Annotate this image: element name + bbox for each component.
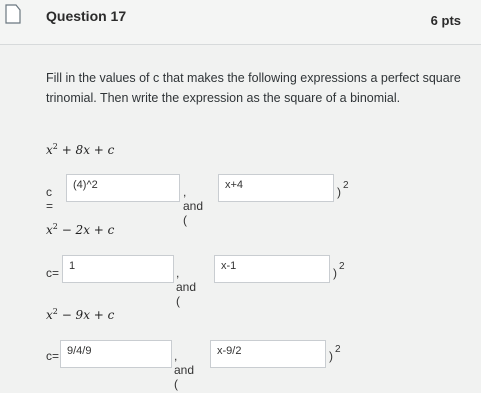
c-input[interactable]: (4)^2 — [66, 174, 180, 202]
close-paren: ) — [333, 266, 337, 280]
binomial-input[interactable]: x+4 — [218, 174, 334, 202]
flag-icon[interactable] — [4, 4, 22, 24]
expression-1: $x^2 + 8x + c$ — [46, 142, 115, 157]
binomial-input[interactable]: x-1 — [214, 255, 330, 283]
c-input[interactable]: 1 — [62, 255, 174, 283]
close-paren: ) — [337, 185, 341, 199]
and-label: , and ( — [183, 185, 204, 227]
question-body — [46, 68, 466, 108]
question-header — [0, 0, 481, 45]
binomial-input[interactable]: x-9/2 — [210, 340, 326, 368]
power-label: 2 — [339, 261, 345, 272]
c-input[interactable]: 9/4/9 — [60, 340, 172, 368]
and-label: , and ( — [176, 266, 197, 308]
c-label: c= — [46, 349, 60, 363]
c-label: c = — [46, 185, 54, 213]
and-label: , and ( — [174, 349, 195, 391]
power-label: 2 — [343, 180, 349, 191]
close-paren: ) — [329, 349, 333, 363]
c-label: c= — [46, 266, 60, 280]
expression-2: $x^2 - 2x + c$ — [46, 222, 115, 237]
power-label: 2 — [335, 344, 341, 355]
expression-3: $x^2 - 9x + c$ — [46, 307, 115, 322]
question-points: 6 pts — [430, 13, 461, 28]
question-title: Question 17 — [46, 8, 127, 24]
question-prompt: Fill in the values of c that makes the following expressions a perfect square trinomial. Then write the expression as the square of a binomial. — [46, 71, 461, 105]
